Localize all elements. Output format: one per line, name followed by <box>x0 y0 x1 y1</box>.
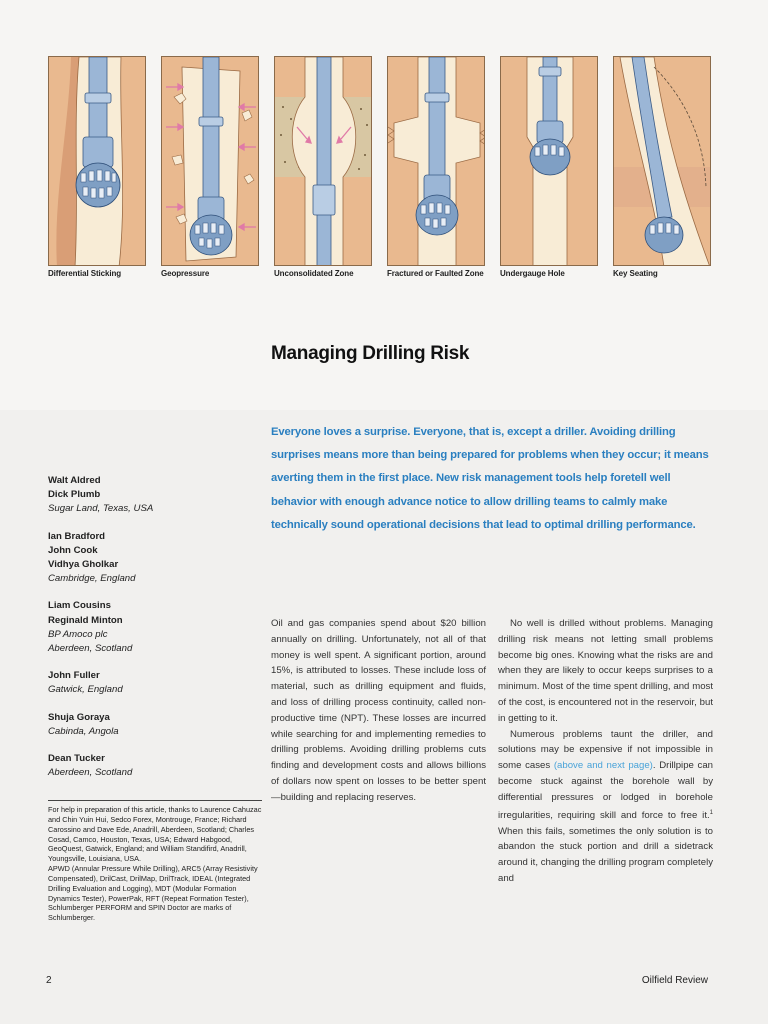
paragraph-text: . Drillpipe can become stuck against the borehole wall by differential pressures or lodged in borehole irregularities, requiring skill and force to free it. <box>498 760 713 821</box>
unconsolidated-zone-illustration <box>275 57 372 266</box>
author-names: Liam Cousins Reginald Minton <box>48 600 123 626</box>
acknowledgement-text: For help in preparation of this article, thanks to Laurence Cahuzac and Chin Yuin Hui, Sedco Forex, Montrouge, France; Richard Carossino and Dave Ede, Anadrill, Aberdeen, Scotland; Charles Cosad, Camco, Houston, Texas, USA; Edward Habgood, GeoQuest, Gatwick, England; and William Standifird, Anadrill, Youngsville, Louisiana, USA. <box>48 805 262 864</box>
footnote-marker: 1 <box>709 809 713 816</box>
author-group <box>48 669 248 697</box>
caption-fractured-zone: Fractured or Faulted Zone <box>387 269 484 278</box>
author-group <box>48 599 248 656</box>
author-affiliation: Aberdeen, Scotland <box>48 767 133 779</box>
paragraph-text: Numerous problems taunt the driller, and solutions may be expensive if not impossible in some cases <box>498 728 713 772</box>
trademark-text: APWD (Annular Pressure While Drilling), ARC5 (Array Resistivity Compensated), DrilCast, DrilMap, DrilTrack, IDEAL (Integrated Drilling Evaluation and Logging), MDT (Modular Formation Dynamics Tester), PowerPak, RFT (Repeat Formation Tester), Schlumberger PERFORM and SPIN Doctor are marks of Schlumberger. <box>48 864 258 923</box>
panel-undergauge-hole <box>500 56 598 266</box>
journal-name: Oilfield Review <box>641 975 708 986</box>
acknowledgement-note <box>48 800 262 923</box>
caption-geopressure: Geopressure <box>161 269 210 278</box>
caption-unconsolidated-zone: Unconsolidated Zone <box>274 269 354 278</box>
author-affiliation: Cambridge, England <box>48 573 136 585</box>
author-group <box>48 752 248 780</box>
body-paragraph <box>498 727 713 887</box>
body-column-2 <box>498 616 713 887</box>
article-title: Managing Drilling Risk <box>271 343 470 364</box>
body-paragraph: Oil and gas companies spend about $20 billion annually on drilling. Unfortunately, not all of that money is well spent. A significant portion, around 15%, is attributed to losses. These include loss of material, such as drilling equipment and fluids, and loss of drilling process continuity, called non-productive time (NPT). These losses are incurred while searching for and implementing remedies to drilling problems. Avoiding drilling problems cuts finding and development costs and allows billions of dollars now spent on losses to be better spent—building and replacing reserves. <box>271 618 486 803</box>
panel-unconsolidated-zone <box>274 56 372 266</box>
author-affiliation: BP Amoco plc Aberdeen, Scotland <box>48 628 133 655</box>
drilling-problems-figure <box>48 56 712 284</box>
figure-reference-link[interactable]: (above and next page) <box>553 760 653 772</box>
author-names: Shuja Goraya <box>48 711 110 723</box>
geopressure-illustration <box>162 57 259 266</box>
fractured-zone-illustration <box>388 57 485 266</box>
caption-undergauge-hole: Undergauge Hole <box>500 269 565 278</box>
author-names: John Fuller <box>48 670 100 682</box>
author-group <box>48 530 248 587</box>
author-names: Walt Aldred Dick Plumb <box>48 475 101 501</box>
undergauge-hole-illustration <box>501 57 598 266</box>
paragraph-text: When this fails, sometimes the only solution is to abandon the stuck portion and drill a sidetrack around it, changing the drilling program completely and <box>498 825 713 884</box>
page-number: 2 <box>46 975 52 986</box>
author-names: Dean Tucker <box>48 753 105 765</box>
author-list <box>48 474 248 793</box>
panel-fractured-zone <box>387 56 485 266</box>
article-lead: Everyone loves a surprise. Everyone, that is, except a driller. Avoiding drilling surprises means more than being prepared for problems when they occur; it means averting them in the first place. New risk management tools help foretell well behavior with enough advance notice to allow drilling teams to calmly make technically sound operational decisions that lead to optimal drilling performance. <box>271 426 709 531</box>
key-seating-illustration <box>614 57 711 266</box>
body-column-1 <box>271 616 486 806</box>
differential-sticking-illustration <box>49 57 146 266</box>
author-group <box>48 711 248 739</box>
author-names: Ian Bradford John Cook Vidhya Gholkar <box>48 530 119 571</box>
panel-differential-sticking <box>48 56 146 266</box>
panel-key-seating <box>613 56 711 266</box>
author-group <box>48 474 248 517</box>
body-paragraph: No well is drilled without problems. Managing drilling risk means not letting small problems become big ones. Knowing what the risks are and when they are likely to occur keeps surprises to a minimum. Most of the time spent drilling, and most of the cost, is encountered not in the reservoir, but in getting to it. <box>498 618 713 724</box>
author-affiliation: Sugar Land, Texas, USA <box>48 503 154 515</box>
caption-key-seating: Key Seating <box>613 269 658 278</box>
caption-differential-sticking: Differential Sticking <box>48 269 122 278</box>
panel-geopressure <box>161 56 259 266</box>
author-affiliation: Gatwick, England <box>48 684 123 696</box>
author-affiliation: Cabinda, Angola <box>48 725 119 737</box>
